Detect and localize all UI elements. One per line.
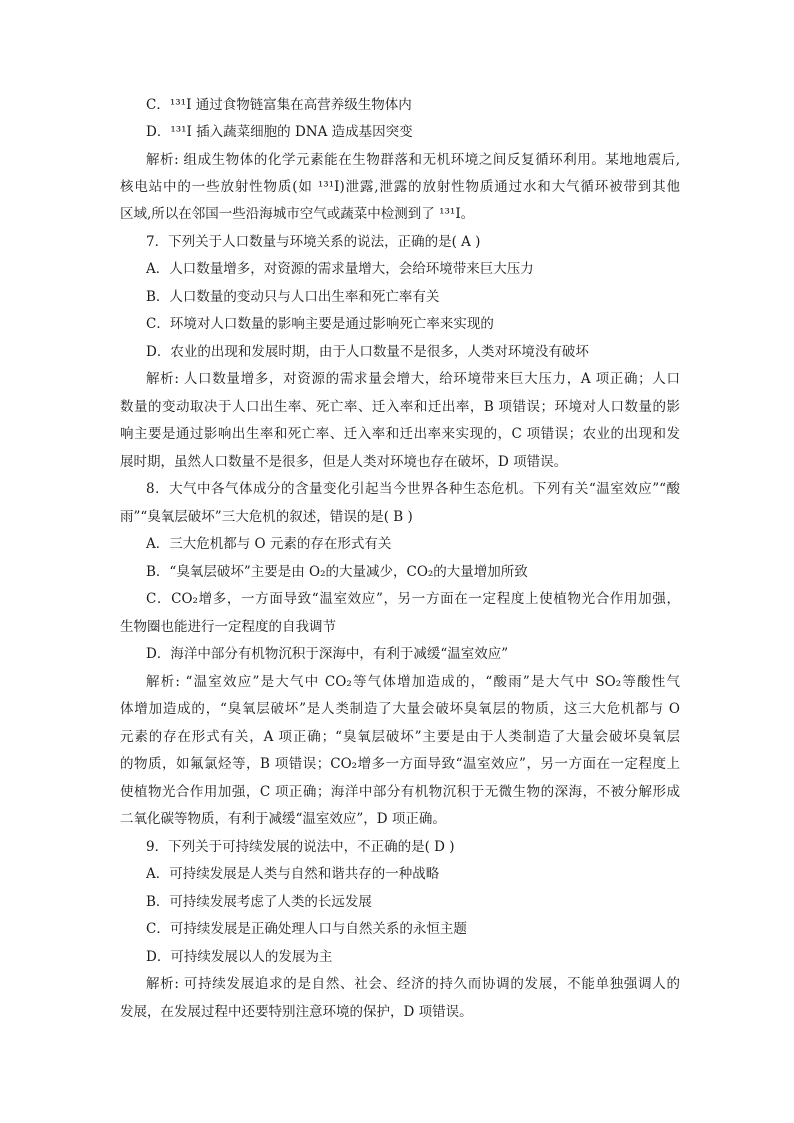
option-d-line: D．可持续发展以人的发展为主 [146,949,333,965]
analysis-line: 数量的变动取决于人口出生率、死亡率、迁入率和迁出率，B 项错误；环境对人口数量的影 [120,399,680,415]
analysis-line: 发展，在发展过程中还要特别注意环境的保护，D 项错误。 [120,1004,473,1020]
analysis-line: 展时期，虽然人口数量不是很多，但是人类对环境也存在破坏，D 项错误。 [120,454,568,470]
analysis-line: 元素的存在形式有关，A 项正确；“臭氧层破坏”主要是由于人类制造了大量会破坏臭氧层 [120,729,680,745]
option-b-line: B．“臭氧层破坏”主要是由 O₂的大量减少，CO₂的大量增加所致 [146,564,528,580]
option-c-line: C．可持续发展是正确处理人口与自然关系的永恒主题 [146,921,467,937]
question-9-stem: 9．下列关于可持续发展的说法中，不正确的是( D ) [146,839,455,855]
question-7-stem: 7．下列关于人口数量与环境关系的说法，正确的是( A ) [146,234,481,250]
analysis-line: 解析: 组成生物体的化学元素能在生物群落和无机环境之间反复循环利用。某地地震后, [146,152,680,168]
option-d-line: D．海洋中部分有机物沉积于深海中，有利于减缓“温室效应” [146,646,509,662]
analysis-line: 核电站中的一些放射性物质(如 ¹³¹I)泄露,泄露的放射性物质通过水和大气循环被带到其他 [120,179,680,195]
analysis-line: 解析: 人口数量增多，对资源的需求量会增大，给环境带来巨大压力，A 项正确；人口 [146,371,680,387]
analysis-line: 使植物光合作用加强，C 项正确；海洋中部分有机物沉积于无微生物的深海，不被分解形成 [120,784,680,800]
analysis-line: 的物质，如氟氯烃等，B 项错误；CO₂增多一方面导致“温室效应”，另一方面在一定程度上 [120,756,680,772]
analysis-line: 解析: 可持续发展追求的是自然、社会、经济的持久而协调的发展，不能单独强调人的 [146,976,680,992]
option-b-line: B．人口数量的变动只与人口出生率和死亡率有关 [146,289,440,305]
option-b-line: B．可持续发展考虑了人类的长远发展 [146,894,372,910]
option-c-line: C．¹³¹I 通过食物链富集在高营养级生物体内 [146,97,412,113]
question-8-stem: 雨”“臭氧层破坏”三大危机的叙述，错误的是( B ) [120,509,413,525]
analysis-line: 区域,所以在邻国一些沿海城市空气或蔬菜中检测到了 ¹³¹I。 [120,206,475,222]
option-c-line: 生物圈也能进行一定程度的自我调节 [120,619,336,635]
option-d-line: D．¹³¹I 插入蔬菜细胞的 DNA 造成基因突变 [146,124,413,140]
question-8-stem: 8．大气中各气体成分的含量变化引起当今世界各种生态危机。下列有关“温室效应”“酸 [146,481,680,497]
option-a-line: A．人口数量增多，对资源的需求量增大，会给环境带来巨大压力 [146,261,534,277]
option-a-line: A．三大危机都与 O 元素的存在形式有关 [146,536,392,552]
option-c-line: C．环境对人口数量的影响主要是通过影响死亡率来实现的 [146,316,494,332]
option-c-line: C．CO₂增多，一方面导致“温室效应”，另一方面在一定程度上使植物光合作用加强， [146,591,680,607]
option-a-line: A．可持续发展是人类与自然和谐共存的一种战略 [146,866,440,882]
analysis-line: 解析: “温室效应”是大气中 CO₂等气体增加造成的，“酸雨”是大气中 SO₂等酸性气 [146,674,680,690]
analysis-line: 体增加造成的，“臭氧层破坏”是人类制造了大量会破坏臭氧层的物质，这三大危机都与 O [120,701,680,717]
analysis-line: 响主要是通过影响出生率和死亡率、迁入率和迁出率来实现的，C 项错误；农业的出现和发 [120,426,680,442]
analysis-line: 二氧化碳等物质，有利于减缓“温室效应”，D 项正确。 [120,811,446,827]
option-d-line: D．农业的出现和发展时期，由于人口数量不是很多，人类对环境没有破坏 [146,344,589,360]
